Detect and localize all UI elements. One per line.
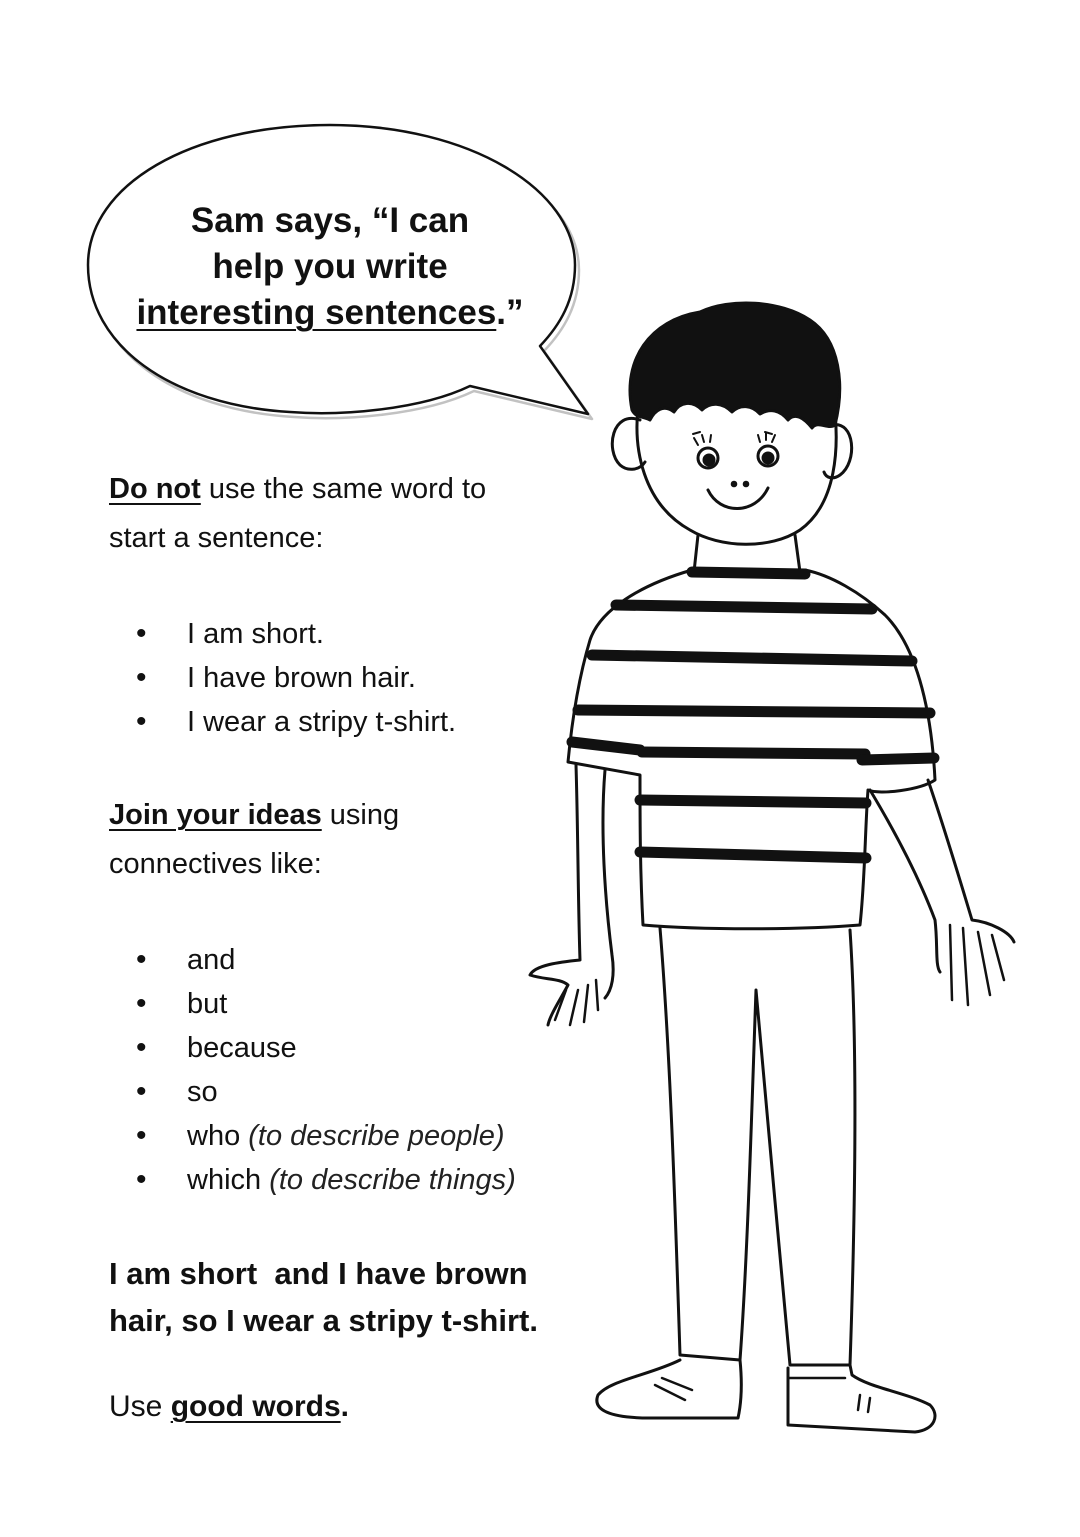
boy-right-ear	[824, 425, 852, 478]
boy-trousers	[660, 928, 855, 1365]
section-2-line-2: connectives like:	[109, 848, 322, 880]
section-2-heading-emphasis: Join your ideas	[109, 799, 322, 831]
boy-mouth	[708, 488, 768, 509]
connective-word: so	[187, 1076, 218, 1108]
closing-prefix: Use	[109, 1390, 171, 1423]
example-line-1: I am short and I have brown	[109, 1256, 528, 1291]
boy-right-arm	[870, 780, 1014, 972]
closing-emphasis: good words	[170, 1390, 341, 1423]
connective-note: (to describe people)	[248, 1120, 505, 1152]
boy-right-shoe	[788, 1365, 935, 1432]
connective-word: but	[187, 988, 228, 1020]
connective-word: who	[187, 1120, 241, 1152]
section-1-heading-rest: use the same word to	[200, 473, 487, 505]
closing-suffix: .	[340, 1390, 350, 1423]
list-item: • I have brown hair.	[136, 656, 456, 700]
connective-word: which	[187, 1164, 262, 1196]
connective-word: and	[187, 944, 236, 976]
list-item: • I am short.	[136, 612, 456, 656]
bubble-line-3-tail: .”	[496, 293, 524, 332]
bubble-line-2: help you write	[212, 247, 448, 286]
example-line-2: hair, so I wear a stripy t-shirt.	[109, 1303, 538, 1338]
boy-left-arm	[530, 765, 613, 1025]
bubble-line-1: Sam says, “I can	[190, 201, 470, 240]
boy-left-shoe	[597, 1360, 741, 1418]
boy-hair	[630, 303, 840, 428]
bubble-underlined-phrase: interesting sentences	[136, 293, 497, 332]
list-item: • I wear a stripy t-shirt.	[136, 700, 456, 744]
connective-word: because	[187, 1032, 297, 1064]
section-2-heading-rest: using	[321, 799, 400, 831]
connective-note: (to describe things)	[269, 1164, 516, 1196]
section-1-heading-emphasis: Do not	[109, 473, 201, 505]
section-1-line-2: start a sentence:	[109, 522, 324, 554]
